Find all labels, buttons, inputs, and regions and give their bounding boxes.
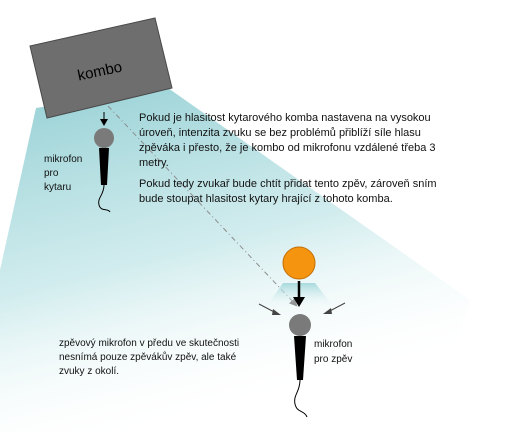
vocal-mic-label: [314, 337, 384, 367]
guitar-mic-label-line: pro: [44, 168, 59, 179]
explanation-paragraph-1: Pokud je hlasitost kytarového komba nastavena na vysokou úroveň, intenzita zvuku se bez problémů přiblíží síle hlasu zpěváka i přesto, že je kombo od mikrofonu vzdálené třeba 3 metry.: [139, 112, 436, 169]
bottom-note: [59, 337, 259, 379]
singer-head: [283, 247, 315, 279]
vocal-mic-label-line: mikrofon: [314, 339, 353, 350]
explanation-text: [139, 111, 439, 213]
guitar-mic-head: [94, 128, 114, 148]
vocal-mic-head: [289, 314, 311, 336]
guitar-mic-label: [44, 153, 104, 195]
amp-label: kombo: [76, 58, 124, 85]
vocal-mic-label-line: pro zpěv: [314, 354, 353, 365]
bottom-note-line: zvuky z okolí.: [59, 366, 120, 377]
bottom-note-line: zpěvový mikrofon v předu ve skutečnosti: [59, 338, 240, 349]
guitar-mic-label-line: mikrofon: [44, 154, 83, 165]
guitar-mic-label-line: kytaru: [44, 182, 72, 193]
bottom-note-line: nesnímá pouze zpěvákův zpěv, ale také: [59, 352, 237, 363]
explanation-paragraph-2: Pokud tedy zvukař bude chtít přidat tento zpěv, zároveň sním bude stoupat hlasitost kytary hrající z tohoto komba.: [139, 178, 437, 205]
